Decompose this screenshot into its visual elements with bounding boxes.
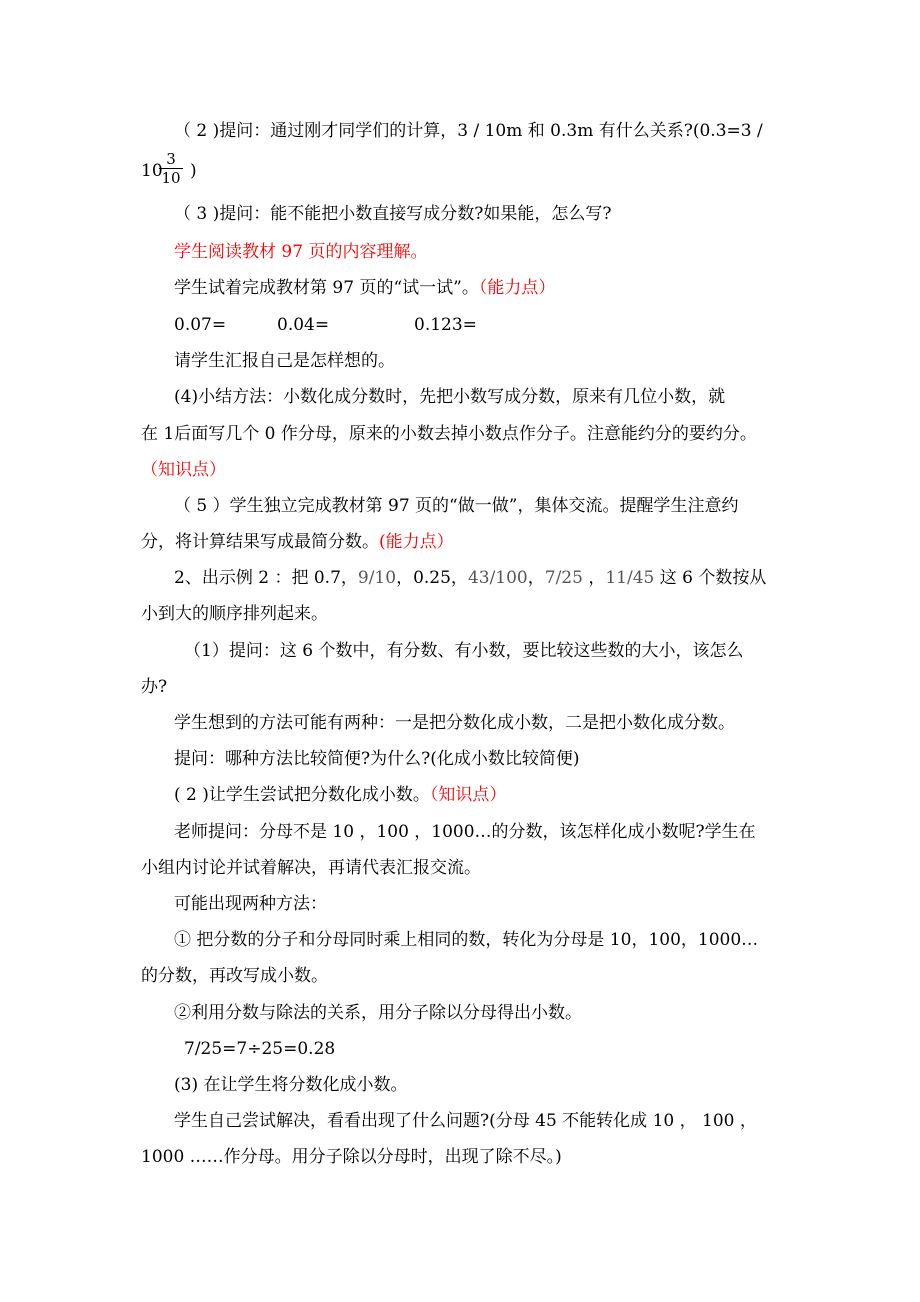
text-line: （ 5 ）学生独立完成教材第 97 页的“做一做”，集体交流。提醒学生注意约 <box>174 496 739 516</box>
text-segment: ( 2 )让学生尝试把分数化成小数。 <box>174 785 430 805</box>
text-line: ②利用分数与除法的关系，用分子除以分母得出小数。 <box>174 1003 582 1023</box>
text-line: 0.07= <box>174 315 227 335</box>
text-segment: 2、出示例 2 ：把 0.7， <box>174 568 358 588</box>
text-line: （1）提问：这 6 个数中，有分数、有小数，要比较这些数的大小，该怎么 <box>184 641 744 661</box>
text-line: 7/25=7÷25=0.28 <box>184 1039 336 1059</box>
text-line: 学生阅读教材 97 页的内容理解。 <box>174 242 428 262</box>
text-line: 10 <box>141 161 163 181</box>
text-segment: ， <box>582 568 606 588</box>
text-line: （ 2 )提问：通过刚才同学们的计算，3 / 10m 和 0.3m 有什么关系?(0.3=3 / <box>174 121 763 141</box>
text-line: 在 1后面写几个 0 作分母，原来的小数去掉小数点作分子。注意能约分的要约分。 <box>141 424 757 444</box>
fraction-value: 7/25 <box>544 568 583 588</box>
knowledge-tag: （知识点） <box>429 785 507 805</box>
text-line: 学生想到的方法可能有两种：一是把分数化成小数，二是把小数化成分数。 <box>174 713 735 733</box>
text-line: 小到大的顺序排列起来。 <box>141 604 328 624</box>
text-line <box>174 277 555 299</box>
fraction-value: 9/10 <box>357 568 397 588</box>
ability-tag: (能力点） <box>379 532 454 552</box>
text-line: 办? <box>141 677 168 697</box>
text-line: 小组内讨论并试着解决，再请代表汇报交流。 <box>141 858 481 878</box>
fraction-value: 43/100 <box>467 568 528 588</box>
text-line: 1000 ……作分母。用分子除以分母时，出现了除不尽。) <box>141 1147 562 1167</box>
text-line <box>174 784 506 806</box>
fraction-denominator: 10 <box>161 169 181 187</box>
knowledge-tag: （知识点） <box>141 460 226 480</box>
text-line <box>141 531 454 553</box>
text-segment: ，0.25， <box>396 568 468 588</box>
text-line: ① 把分数的分子和分母同时乘上相同的数，转化为分母是 10，100，1000… <box>174 930 759 950</box>
text-line: 老师提问：分母不是 10 ，100 ，1000…的分数，该怎样化成小数呢?学生在 <box>174 822 756 842</box>
ability-tag: （能力点） <box>478 278 556 298</box>
text-segment: 分，将计算结果写成最简分数。 <box>141 532 379 552</box>
text-line: ) <box>190 161 197 181</box>
fraction-value: 11/45 <box>605 568 655 588</box>
text-line: (3) 在让学生将分数化成小数。 <box>174 1075 408 1095</box>
text-segment: ， <box>527 568 545 588</box>
text-line: 0.123= <box>414 315 477 335</box>
fraction <box>159 150 183 187</box>
text-line: 的分数，再改写成小数。 <box>141 966 328 986</box>
text-line: 提问：哪种方法比较简便?为什么?(化成小数比较简便) <box>174 749 580 769</box>
text-line: （ 3 )提问：能不能把小数直接写成分数?如果能，怎么写? <box>174 204 612 224</box>
text-line <box>174 567 766 589</box>
text-line: 请学生汇报自己是怎样想的。 <box>174 351 395 371</box>
text-line: (4)小结方法：小数化成分数时，先把小数写成分数，原来有几位小数，就 <box>174 387 726 407</box>
text-line: 学生自己尝试解决，看看出现了什么问题?(分母 45 不能转化成 10 ， 100 ， <box>174 1111 757 1131</box>
fraction-numerator: 3 <box>159 150 183 169</box>
text-line: 0.04= <box>277 315 330 335</box>
text-segment: 这 6 个数按从 <box>654 568 767 588</box>
text-line: 可能出现两种方法： <box>174 894 327 914</box>
text-segment: 学生试着完成教材第 97 页的“试一试”。 <box>174 278 479 298</box>
